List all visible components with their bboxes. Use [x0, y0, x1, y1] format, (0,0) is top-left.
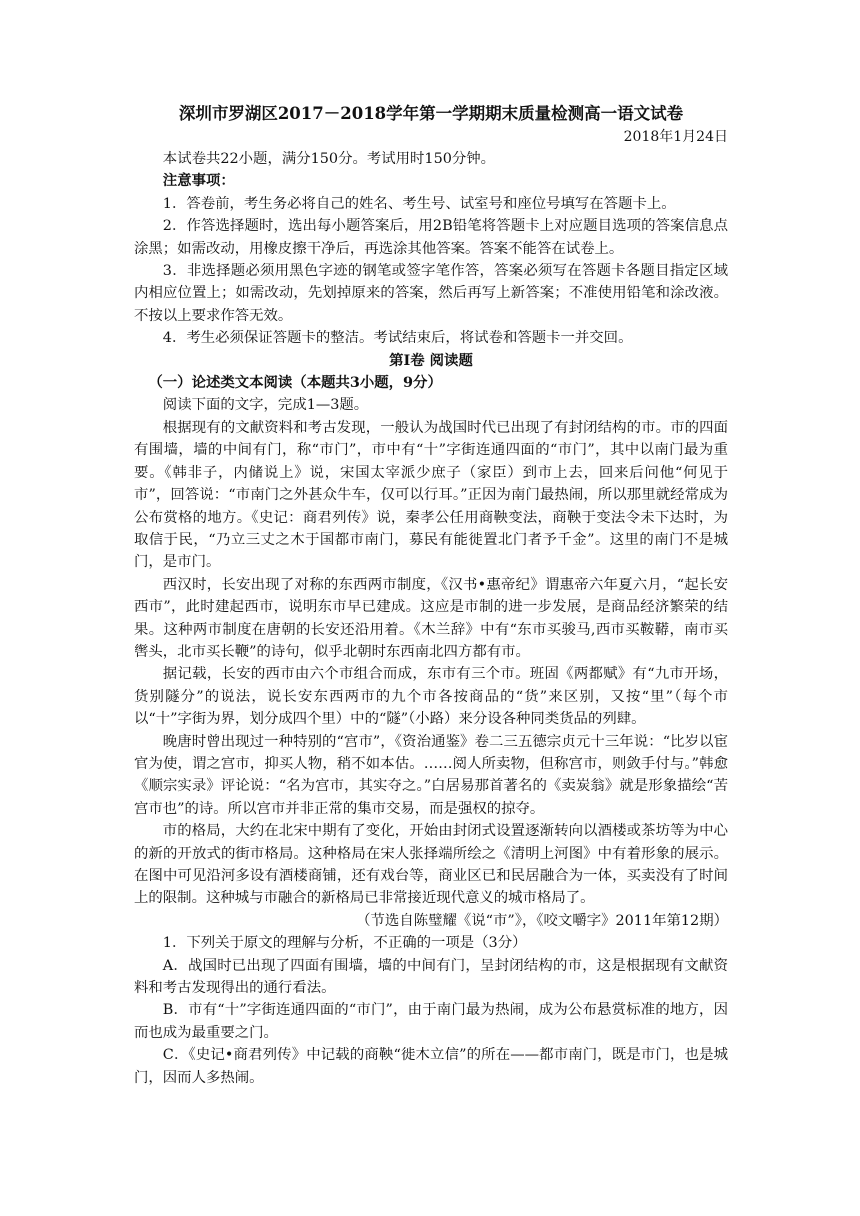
option-c: C．《史记•商君列传》中记载的商鞅“徙木立信”的所在——都市南门，既是市门，也是城门，因而人多热闹。: [134, 1047, 728, 1086]
option-a: A．战国时已出现了四面有围墙，墙的中间有门，呈封闭结构的市，这是根据现有文献资料和考古发现得出的通行看法。: [134, 957, 728, 997]
article-paragraph: 据记载，长安的西市由六个市组合而成，东市有三个市。班固《两都赋》有“九市开场，货别隧分”的说法，说长安东西两市的九个市各按商品的“货”来区别，又按“里”（每个市以“十”字街为界，划分成四个里）中的“隧”（小路）来分设各种同类货品的列肆。: [134, 666, 728, 728]
exam-intro: 本试卷共22小题，满分150分。考试用时150分钟。: [162, 151, 496, 167]
note-item: 3．非选择题必须用黑色字迹的钢笔或签字笔作答，答案必须写在答题卡各题目指定区域内相应位置上；如需改动，先划掉原来的答案，然后再写上新答案；不准使用铅笔和涂改液。不按以上要求作答无效。: [134, 263, 728, 324]
question-1: 1．下列关于原文的理解与分析，不正确的一项是（3分）: [162, 935, 527, 952]
subsection-title: （一）论述类文本阅读（本题共3小题，9分）: [148, 374, 442, 392]
article-paragraph: 根据现有的文献资料和考古发现，一般认为战国时代已出现了有封闭结构的市。市的四面有围墙，墙的中间有门，称“市门”，市中有“十”字街连通四面的“市门”，其中以南门最为重要。《韩非子，内储说上》说，宋国太宰派少庶子（家臣）到市上去，回来后问他“何见于市”，回答说：“市南门之外甚众牛车，仅可以行耳。”正因为南门最热闹，所以那里就经常成为公布赏格的地方。《史记：商君列传》说，秦孝公任用商鞅变法，商鞅于变法令未下达时，为取信于民，“乃立三丈之木于国都市南门，募民有能徙置北门者予千金”。这里的南门不是城门，是市门。: [134, 419, 728, 571]
article-paragraph: 市的格局，大约在北宋中期有了变化，开始由封闭式设置逐渐转向以酒楼或茶坊等为中心的新的开放式的街市格局。这种格局在宋人张择端所绘之《清明上河图》中有着形象的展示。在图中可见沿河多设有酒楼商铺，还有戏台等，商业区已和民居融合为一体，买卖没有了时间上的限制。这种城与市融合的新格局已非常接近现代意义的城市格局了。: [134, 823, 728, 907]
note-item: 1．答卷前，考生务必将自己的姓名、考生号、试室号和座位号填写在答题卡上。: [162, 195, 676, 212]
article-source: （节选自陈璧耀《说“市”》，《咬文嚼字》2011年第12期）: [356, 912, 728, 929]
article-paragraph: 晚唐时曾出现过一种特别的“宫市”，《资治通鉴》卷二三五德宗贞元十三年说：“比岁以宦官为使，谓之宫市，抑买人物，稍不如本估。……阅人所卖物，但称宫市，则敛手付与。”韩愈《顺宗实录》评论说：“名为宫市，其实夺之。”白居易那首著名的《卖炭翁》就是形象描绘“苦宫市也”的诗。所以宫市并非正常的集市交易，而是强权的掠夺。: [134, 733, 728, 817]
exam-title: 深圳市罗湖区2017－2018学年第一学期期末质量检测高一语文试卷: [178, 104, 684, 123]
article-paragraph: 西汉时，长安出现了对称的东西两市制度，《汉书•惠帝纪》谓惠帝六年夏六月，“起长安西市”，此时建起西市，说明东市早已建成。这应是市制的进一步发展，是商品经济繁荣的结果。这种两市制度在唐朝的长安还沿用着。《木兰辞》中有“东市买骏马,西市买鞍鞯，南市买辔头，北市买长鞭”的诗句，似乎北朝时东西南北四方都有市。: [134, 576, 728, 660]
exam-page: [134, 102, 728, 1089]
exam-date: 2018年1月24日: [623, 129, 728, 145]
note-item: 4．考生必须保证答题卡的整洁。考试结束后，将试卷和答题卡一并交回。: [162, 330, 633, 347]
reading-instruction: 阅读下面的文字，完成1—3题。: [162, 397, 369, 414]
note-item: 2．作答选择题时，选出每小题答案后，用2B铅笔将答题卡上对应题目选项的答案信息点涂黑；如需改动，用橡皮擦干净后，再选涂其他答案。答案不能答在试卷上。: [134, 218, 728, 257]
option-b: B．市有“十”字街连通四面的“市门”，由于南门最为热闹，成为公布悬赏标准的地方，因而也成为最重要之门。: [134, 1002, 728, 1041]
section-title: 第I卷 阅读题: [389, 351, 473, 369]
notes-heading: 注意事项：: [162, 172, 235, 190]
